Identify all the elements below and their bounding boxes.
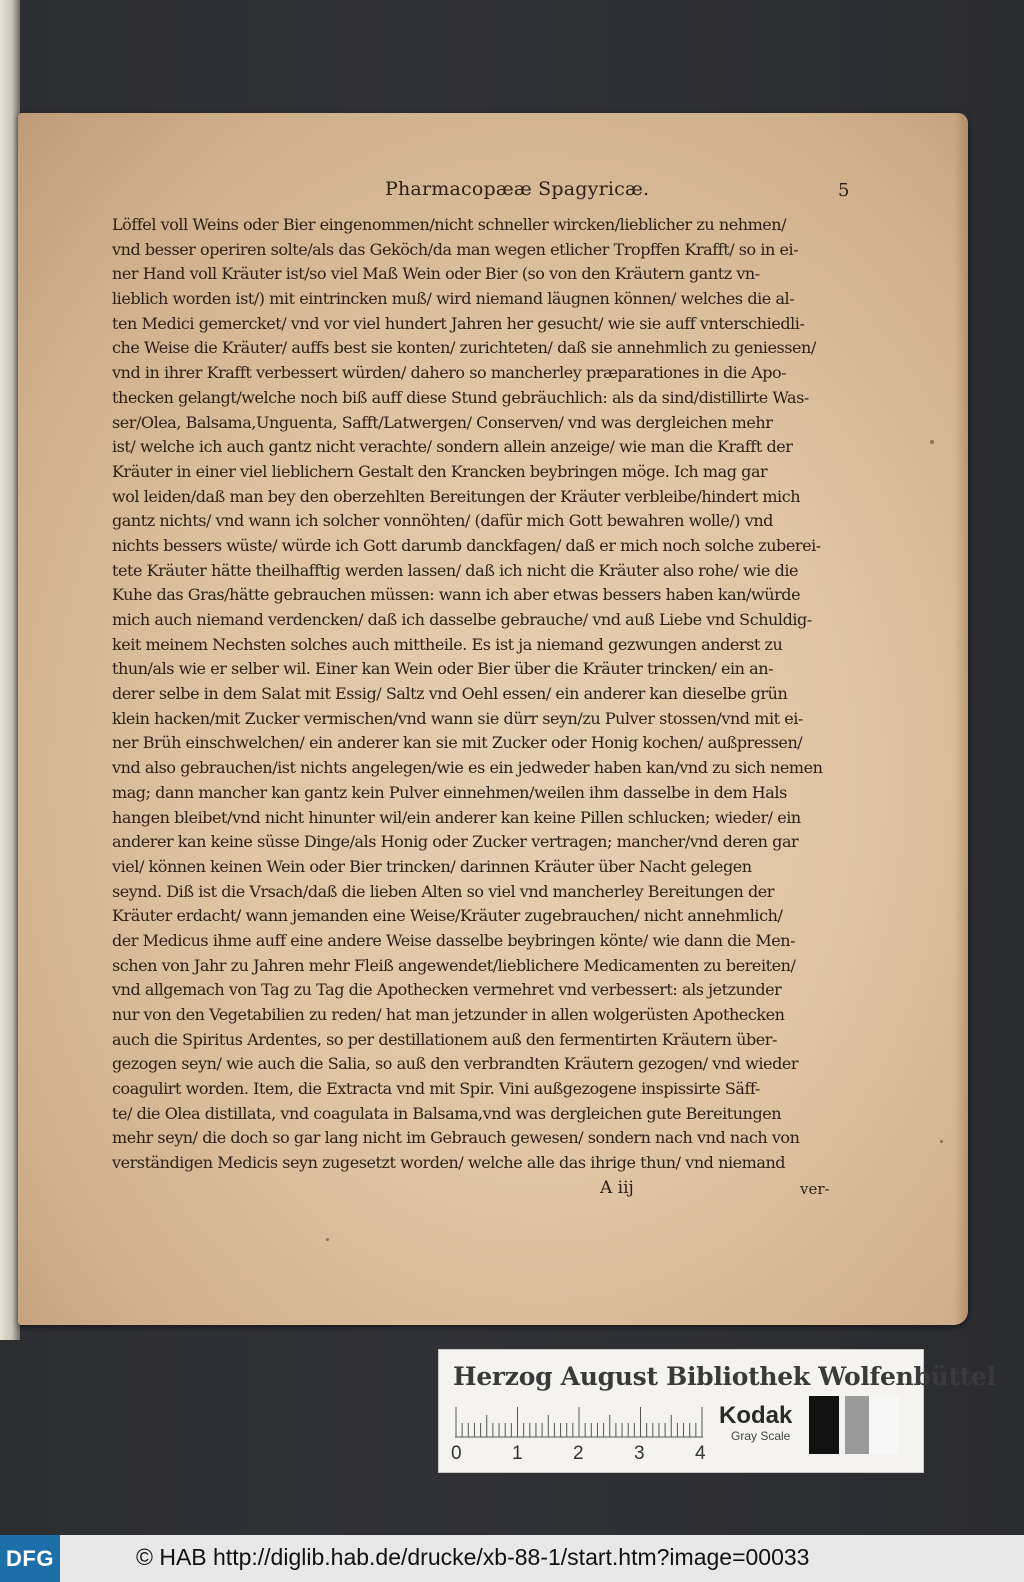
- color-calibration-card: [438, 1349, 996, 1473]
- text-line: verständigen Medicis seyn zugesetzt worden/ welche alle das ihrige thun/ vnd niemand: [112, 1153, 786, 1173]
- text-line: schen von Jahr zu Jahren mehr Fleiß angewendet/lieblichere Medicamenten zu bereiten/: [112, 955, 796, 975]
- running-head: Pharmacopææ Spagyricæ.: [385, 178, 650, 200]
- text-line: derer selbe in dem Salat mit Essig/ Saltz vnd Oehl essen/ ein anderer kan dieselbe grün: [112, 684, 788, 704]
- paper-stain: [326, 1238, 329, 1241]
- kodak-brand: Kodak: [719, 1402, 793, 1429]
- text-line: vnd also gebrauchen/ist nichts angelegen/wie es ein jedweder haben kan/vnd zu sich nemen: [112, 758, 823, 778]
- ruler-number: 4: [695, 1443, 706, 1464]
- text-line: gantz nichts/ vnd wann ich solcher vonnöhten/ (dafür mich Gott bewahren wolle/) vnd: [112, 511, 773, 531]
- text-line: ist/ welche ich auch gantz nicht verachte/ sondern allein anzeige/ wie man die Krafft der: [112, 437, 793, 457]
- text-line: Kräuter erdacht/ wann jemanden eine Weise/Kräuter zugebrauchen/ nicht annehmlich/: [112, 906, 783, 926]
- text-line: hangen bleibet/vnd nicht hinunter wil/ein anderer kan keine Pillen schlucken; wieder/ ein: [112, 807, 801, 827]
- ruler-numbers: [451, 1443, 711, 1465]
- ruler-number: 3: [634, 1443, 645, 1464]
- text-line: mich auch niemand verdencken/ daß ich dasselbe gebrauche/ vnd auß Liebe vnd Schuldig-: [112, 610, 812, 629]
- text-line: seynd. Diß ist die Vrsach/daß die lieben Alten so viel vnd mancherley Bereitungen der: [112, 881, 775, 901]
- text-line: wol leiden/daß man bey den oberzehlten Bereitungen der Kräuter verbleibe/hindert mich: [112, 486, 801, 506]
- text-line: nichts bessers wüste/ würde ich Gott darumb danckfagen/ daß er mich noch solche zuberei-: [112, 535, 821, 555]
- text-line: Löffel voll Weins oder Bier eingenommen/nicht schneller wircken/lieblicher zu nehmen/: [112, 215, 787, 234]
- ruler-number: 2: [573, 1443, 584, 1464]
- dfg-logo: DFG: [0, 1535, 60, 1582]
- measurement-ruler: [455, 1406, 703, 1438]
- catchword: ver-: [800, 1180, 830, 1198]
- text-line: thun/als wie er selber wil. Einer kan Wein oder Bier über die Kräuter trincken/ ein an-: [112, 659, 774, 679]
- gray-scale-patches: [809, 1396, 899, 1454]
- text-line: vnd besser operiren solte/als das Geköch/da man wegen etlicher Tropffen Krafft/ so in ei-: [112, 239, 799, 259]
- ruler-number: 0: [451, 1443, 462, 1464]
- text-line: te/ die Olea distillata, vnd coagulata in Balsama,vnd was dergleichen gute Bereitungen: [112, 1103, 782, 1123]
- text-line: coagulirt worden. Item, die Extracta vnd mit Spir. Vini außgezogene inspissirte Säff-: [112, 1079, 760, 1099]
- text-line: mag; dann mancher kan gantz kein Pulver einnehmen/weilen ihm dasselbe in dem Hals: [112, 782, 787, 802]
- text-line: ner Hand voll Kräuter ist/so viel Maß Wein oder Bier (so von den Kräutern gantz vn-: [112, 264, 760, 284]
- text-line: Kuhe das Gras/hätte gebrauchen müssen: wann ich aber etwas bessers haben kan/würde: [112, 585, 801, 605]
- text-line: viel/ können keinen Wein oder Bier trincken/ darinnen Kräuter über Nacht gelegen: [112, 856, 752, 876]
- copyright-url: © HAB http://diglib.hab.de/drucke/xb-88-1/start.htm?image=00033: [136, 1544, 810, 1570]
- text-line: ten Medici gemercket/ vnd vor viel hundert Jahren her gesucht/ wie sie auff vnterschiedli-: [112, 313, 805, 333]
- gray-patch: [809, 1396, 839, 1454]
- gray-patch: [869, 1396, 899, 1454]
- paper-stain: [930, 440, 934, 444]
- body-text: [112, 213, 844, 1176]
- text-line: thecken gelangt/welche noch biß auff diese Stund gebräuchlich: als da sind/distillirte Was-: [112, 387, 809, 407]
- footer-bar: [0, 1535, 1024, 1582]
- text-line: vnd allgemach von Tag zu Tag die Apothecken vermehret vnd verbessert: als jetzunder: [112, 980, 782, 1000]
- text-line: Kräuter in einer viel lieblichern Gestalt den Krancken beybringen möge. Ich mag gar: [112, 461, 768, 481]
- gray-scale-label: Gray Scale: [731, 1429, 791, 1443]
- text-line: keit meinem Nechsten solches auch mittheile. Es ist ja niemand gezwungen anderst zu: [112, 634, 783, 654]
- library-title: Herzog August Bibliothek Wolfenbüttel: [453, 1362, 996, 1391]
- text-line: mehr seyn/ die doch so gar lang nicht im Gebrauch gewesen/ sondern nach vnd nach von: [112, 1128, 800, 1148]
- text-line: che Weise die Kräuter/ auffs best sie konten/ zurichteten/ daß sie annehmlich zu geniessen/: [112, 338, 816, 358]
- paper-stain: [940, 1140, 943, 1143]
- text-line: klein hacken/mit Zucker vermischen/vnd wann sie dürr seyn/zu Pulver stossen/vnd mit ei-: [112, 708, 803, 728]
- text-line: tete Kräuter hätte theilhafftig werden lassen/ daß ich nicht die Kräuter also rohe/ wie die: [112, 560, 799, 580]
- page-number: 5: [838, 180, 850, 201]
- text-line: gezogen seyn/ wie auch die Salia, so auß den verbrandten Kräutern gezogen/ vnd wieder: [112, 1054, 799, 1074]
- text-line: der Medicus ihme auff eine andere Weise dasselbe beybringen könte/ wie dann die Men-: [112, 930, 796, 950]
- text-line: vnd in ihrer Krafft verbessert würden/ dahero so mancherley præparationes in die Apo-: [112, 363, 787, 383]
- gray-patch: [845, 1396, 869, 1454]
- text-line: ner Brüh einschwelchen/ ein anderer kan sie mit Zucker oder Honig kochen/ außpressen/: [112, 733, 803, 753]
- ruler-number: 1: [512, 1443, 523, 1464]
- adjacent-page-edge: [0, 0, 20, 1340]
- text-line: auch die Spiritus Ardentes, so per destillationem auß den fermentirten Kräutern über-: [112, 1029, 777, 1049]
- text-line: nur von den Vegetabilien zu reden/ hat man jetzunder in allen wolgerüsten Apothecken: [112, 1005, 785, 1024]
- text-line: lieblich worden ist/) mit eintrincken muß/ wird niemand läugnen können/ welches die al-: [112, 289, 795, 309]
- signature-mark: A iij: [600, 1178, 634, 1198]
- text-line: ser/Olea, Balsama,Unguenta, Safft/Latwergen/ Conserven/ vnd was dergleichen mehr: [112, 412, 773, 432]
- text-line: anderer kan keine süsse Dinge/als Honig oder Zucker vertragen; mancher/vnd deren gar: [112, 832, 799, 852]
